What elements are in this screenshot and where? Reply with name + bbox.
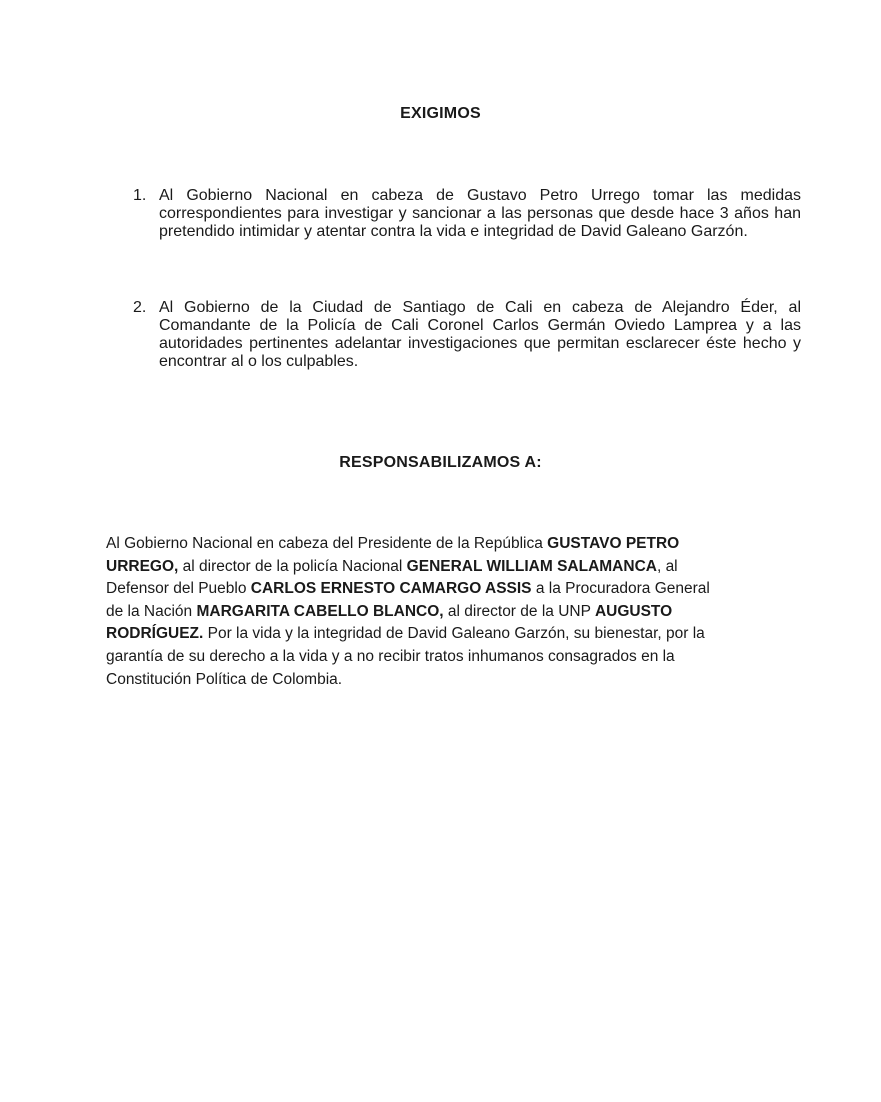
heading-responsabilizamos: RESPONSABILIZAMOS A: [339,454,542,471]
demand-number-2: 2. [133,299,147,316]
responsible-text-1: Al Gobierno Nacional en cabeza del Presidente de la República [106,535,548,552]
responsible-text-5: al director de la UNP [443,602,595,620]
demand-number-1: 1. [133,187,147,204]
heading-exigimos: EXIGIMOS [400,105,481,122]
responsible-name-camargo: CARLOS ERNESTO CAMARGO ASSIS [250,580,532,598]
responsible-name-salamanca: GENERAL WILLIAM SALAMANCA [406,557,657,575]
responsible-text-3: , al Defensor del Pueblo [106,557,678,598]
responsible-paragraph [106,533,718,691]
demand-text-1: Al Gobierno Nacional en cabeza de Gustavo Petro Urrego tomar las medidas correspondientes para investigar y sancionar a las personas que desde hace 3 años han pretendido intimidar y atentar contra la vida e integridad de David Galeano Garzón. [159,187,801,240]
demand-item-2 [131,299,801,371]
responsible-name-rodriguez: AUGUSTO RODRÍGUEZ. [106,602,673,643]
responsible-text-2: al director de la policía Nacional [178,557,407,575]
responsible-text-4: a la Procuradora General de la Nación [106,580,710,620]
responsible-name-petro: GUSTAVO PETRO URREGO, [106,535,680,575]
responsible-text-6: Por la vida y la integridad de David Galeano Garzón, su bienestar, por la garantía de su derecho a la vida y a no recibir tratos inhumanos consagrados en la Constitución Política de Colombia. [106,625,705,688]
responsible-name-cabello: MARGARITA CABELLO BLANCO, [196,602,444,620]
demand-text-2: Al Gobierno de la Ciudad de Santiago de Cali en cabeza de Alejandro Éder, al Comandante de la Policía de Cali Coronel Carlos Germán Oviedo Lamprea y a las autoridades pertinentes adelantar investigaciones que permitan esclarecer éste hecho y encontrar al o los culpables. [159,299,801,370]
demand-item-1 [131,187,801,241]
